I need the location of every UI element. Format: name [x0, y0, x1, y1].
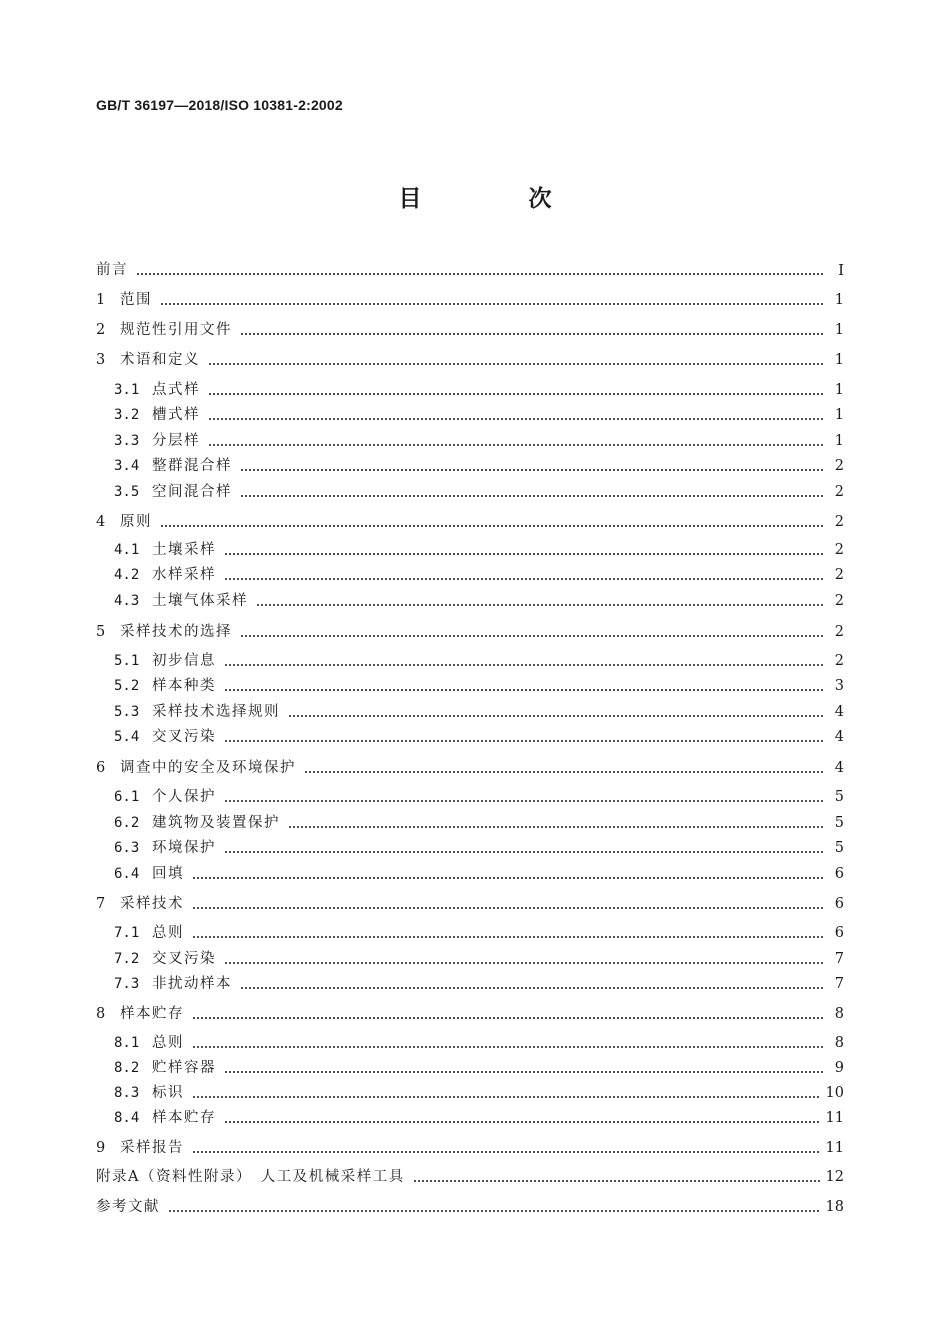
toc-entry-page: 2 [834, 624, 844, 640]
toc-entry-number: 2 [96, 322, 106, 338]
toc-entry-label: 采样技术的选择 [120, 624, 232, 640]
toc-entry-page: 5 [834, 789, 844, 805]
toc-leader-dots [304, 771, 824, 773]
toc-entry-number: 6.2 [114, 815, 140, 831]
toc-entry-label: 样本贮存 [152, 1110, 216, 1126]
toc-entry-number: 3.1 [114, 382, 140, 398]
toc-leader-dots [208, 363, 824, 365]
toc-entry-page: 6 [834, 896, 844, 912]
toc-entry-label: 总则 [152, 1035, 184, 1051]
toc-entry-page: 7 [834, 951, 844, 967]
toc-leader-dots [192, 1017, 824, 1019]
toc-entry-label: 原则 [120, 514, 152, 530]
toc-entry-number: 5 [96, 624, 106, 640]
toc-leader-dots [208, 444, 824, 446]
toc-entry-number: 3.5 [114, 484, 140, 500]
toc-leader-dots [192, 877, 824, 879]
toc-entry-label: 调查中的安全及环境保护 [120, 760, 296, 776]
toc-entry-number: 5.2 [114, 678, 140, 694]
toc-entry[interactable] [96, 258, 844, 282]
toc-leader-dots [168, 1210, 820, 1212]
toc-entry[interactable] [114, 429, 844, 453]
toc-entry-page: 5 [834, 815, 844, 831]
toc-entry-label: 个人保护 [152, 789, 216, 805]
toc-entry-page: 4 [834, 729, 844, 745]
toc-leader-dots [224, 553, 824, 555]
toc-entry-page: 1 [834, 382, 844, 398]
toc-entry-label: 土壤气体采样 [152, 593, 248, 609]
toc-entry-label: 附录A（资料性附录） 人工及机械采样工具 [96, 1169, 405, 1185]
toc-entry-number: 4.2 [114, 567, 140, 583]
toc-leader-dots [192, 936, 824, 938]
toc-leader-dots [208, 418, 824, 420]
toc-entry[interactable] [114, 862, 844, 886]
toc-entry-page: 2 [834, 593, 844, 609]
toc-entry[interactable] [96, 318, 844, 342]
toc-entry-page: 1 [834, 322, 844, 338]
toc-entry-label: 总则 [152, 925, 184, 941]
toc-entry-page: 2 [834, 567, 844, 583]
toc-entry-number: 6 [96, 760, 106, 776]
toc-entry[interactable] [96, 892, 844, 916]
toc-entry-page: 1 [834, 433, 844, 449]
toc-entry-label: 回填 [152, 866, 184, 882]
toc-entry[interactable] [114, 1056, 844, 1080]
toc-entry[interactable] [96, 510, 844, 534]
toc-entry-page: 2 [834, 542, 844, 558]
standard-code: GB/T 36197—2018/ISO 10381-2:2002 [96, 97, 343, 113]
toc-leader-dots [136, 273, 824, 275]
toc-leader-dots [224, 851, 824, 853]
toc-entry-number: 6.1 [114, 789, 140, 805]
toc-entry[interactable] [114, 649, 844, 673]
toc-entry-number: 6.4 [114, 866, 140, 882]
toc-entry[interactable] [114, 700, 844, 724]
toc-leader-dots [256, 604, 824, 606]
toc-entry[interactable] [96, 348, 844, 372]
toc-entry[interactable] [96, 756, 844, 780]
toc-leader-dots [192, 907, 824, 909]
toc-entry-page: 1 [834, 407, 844, 423]
toc-entry-label: 范围 [120, 292, 152, 308]
toc-leader-dots [192, 1046, 824, 1048]
toc-entry-number: 7.3 [114, 976, 140, 992]
toc-leader-dots [160, 303, 824, 305]
toc-entry-number: 5.3 [114, 704, 140, 720]
toc-entry-number: 8.2 [114, 1060, 140, 1076]
toc-entry-number: 8.4 [114, 1110, 140, 1126]
toc-entry-number: 4 [96, 514, 106, 530]
toc-leader-dots [192, 1151, 820, 1153]
toc-entry-page: 2 [834, 514, 844, 530]
toc-entry[interactable] [114, 403, 844, 427]
toc-entry-page: 11 [825, 1110, 844, 1126]
toc-entry-page: Ⅰ [838, 261, 844, 279]
toc-leader-dots [224, 740, 824, 742]
toc-entry-label: 采样技术 [120, 896, 184, 912]
toc-entry-label: 建筑物及装置保护 [152, 815, 280, 831]
toc-entry-number: 4.3 [114, 593, 140, 609]
toc-entry[interactable] [114, 674, 844, 698]
toc-entry-label: 分层样 [152, 433, 200, 449]
toc-leader-dots [288, 715, 824, 717]
toc-leader-dots [288, 826, 824, 828]
toc-entry-page: 2 [834, 458, 844, 474]
toc-leader-dots [224, 800, 824, 802]
toc-leader-dots [413, 1180, 820, 1182]
toc-entry-number: 3.4 [114, 458, 140, 474]
toc-entry-number: 3.3 [114, 433, 140, 449]
toc-entry[interactable] [114, 725, 844, 749]
toc-entry-number: 8.1 [114, 1035, 140, 1051]
toc-entry-page: 3 [834, 678, 844, 694]
toc-entry[interactable] [96, 1002, 844, 1026]
toc-entry-label: 采样报告 [120, 1140, 184, 1156]
toc-entry-page: 6 [834, 866, 844, 882]
toc-entry[interactable] [114, 836, 844, 860]
toc-entry-label: 参考文献 [96, 1199, 160, 1215]
toc-entry-label: 土壤采样 [152, 542, 216, 558]
toc-entry[interactable] [114, 454, 844, 478]
toc-entry[interactable] [114, 972, 844, 996]
toc-leader-dots [224, 1121, 820, 1123]
toc-entry-number: 7 [96, 896, 106, 912]
toc-entry-label: 初步信息 [152, 653, 216, 669]
toc-entry[interactable] [114, 921, 844, 945]
toc-entry-number: 7.2 [114, 951, 140, 967]
toc-entry[interactable] [114, 538, 844, 562]
toc-entry-number: 1 [96, 292, 106, 308]
toc-entry-page: 9 [834, 1060, 844, 1076]
toc-entry-label: 环境保护 [152, 840, 216, 856]
toc-leader-dots [240, 469, 824, 471]
toc-entry[interactable] [96, 1136, 844, 1160]
toc-entry[interactable] [114, 1031, 844, 1055]
toc-entry-number: 5.4 [114, 729, 140, 745]
toc-entry-label: 点式样 [152, 382, 200, 398]
toc-entry[interactable] [114, 811, 844, 835]
toc-leader-dots [240, 333, 824, 335]
toc-leader-dots [208, 393, 824, 395]
toc-entry-label: 交叉污染 [152, 729, 216, 745]
toc-entry-number: 9 [96, 1140, 106, 1156]
toc-entry-label: 水样采样 [152, 567, 216, 583]
toc-leader-dots [224, 962, 824, 964]
toc-entry[interactable] [114, 947, 844, 971]
toc-entry-label: 整群混合样 [152, 458, 232, 474]
toc-leader-dots [240, 987, 824, 989]
toc-entry-label: 规范性引用文件 [120, 322, 232, 338]
toc-entry-page: 2 [834, 484, 844, 500]
toc-entry-page: 1 [834, 292, 844, 308]
toc-entry-page: 2 [834, 653, 844, 669]
toc-entry-page: 18 [825, 1199, 844, 1215]
toc-entry-number: 5.1 [114, 653, 140, 669]
toc-entry-page: 4 [834, 760, 844, 776]
toc-entry-label: 交叉污染 [152, 951, 216, 967]
toc-entry-number: 8 [96, 1006, 106, 1022]
toc-entry[interactable] [114, 785, 844, 809]
toc-entry-number: 7.1 [114, 925, 140, 941]
toc-entry-label: 样本种类 [152, 678, 216, 694]
toc-entry-page: 10 [825, 1085, 844, 1101]
toc-entry-page: 12 [825, 1169, 844, 1185]
toc-entry[interactable] [96, 1195, 844, 1219]
toc-entry-label: 采样技术选择规则 [152, 704, 280, 720]
toc-entry-page: 7 [834, 976, 844, 992]
toc-leader-dots [224, 578, 824, 580]
toc-leader-dots [224, 689, 824, 691]
toc-leader-dots [224, 664, 824, 666]
toc-entry[interactable] [96, 1165, 844, 1189]
toc-title: 目 次 [398, 185, 594, 212]
toc-entry-label: 前言 [96, 262, 128, 278]
toc-entry-label: 空间混合样 [152, 484, 232, 500]
toc-entry-label: 贮样容器 [152, 1060, 216, 1076]
toc-entry[interactable] [114, 563, 844, 587]
toc-entry-number: 4.1 [114, 542, 140, 558]
toc-entry-number: 3.2 [114, 407, 140, 423]
toc-entry-number: 8.3 [114, 1085, 140, 1101]
toc-leader-dots [160, 525, 824, 527]
toc-entry-page: 11 [825, 1140, 844, 1156]
toc-entry-page: 1 [834, 352, 844, 368]
toc-entry-label: 非扰动样本 [152, 976, 232, 992]
toc-entry[interactable] [114, 589, 844, 613]
toc-entry[interactable] [114, 480, 844, 504]
toc-leader-dots [240, 495, 824, 497]
toc-entry-label: 样本贮存 [120, 1006, 184, 1022]
toc-leader-dots [224, 1071, 824, 1073]
toc-entry[interactable] [114, 1106, 844, 1130]
toc-entry-label: 槽式样 [152, 407, 200, 423]
toc-entry[interactable] [96, 620, 844, 644]
toc-entry-label: 术语和定义 [120, 352, 200, 368]
toc-entry-label: 标识 [152, 1085, 184, 1101]
toc-entry[interactable] [114, 378, 844, 402]
toc-entry-page: 6 [834, 925, 844, 941]
toc-leader-dots [192, 1096, 820, 1098]
toc-entry-page: 4 [834, 704, 844, 720]
toc-leader-dots [240, 635, 824, 637]
toc-entry-page: 8 [834, 1006, 844, 1022]
toc-entry-number: 6.3 [114, 840, 140, 856]
toc-entry[interactable] [114, 1081, 844, 1105]
toc-entry[interactable] [96, 288, 844, 312]
toc-entry-number: 3 [96, 352, 106, 368]
toc-entry-page: 8 [834, 1035, 844, 1051]
toc-entry-page: 5 [834, 840, 844, 856]
